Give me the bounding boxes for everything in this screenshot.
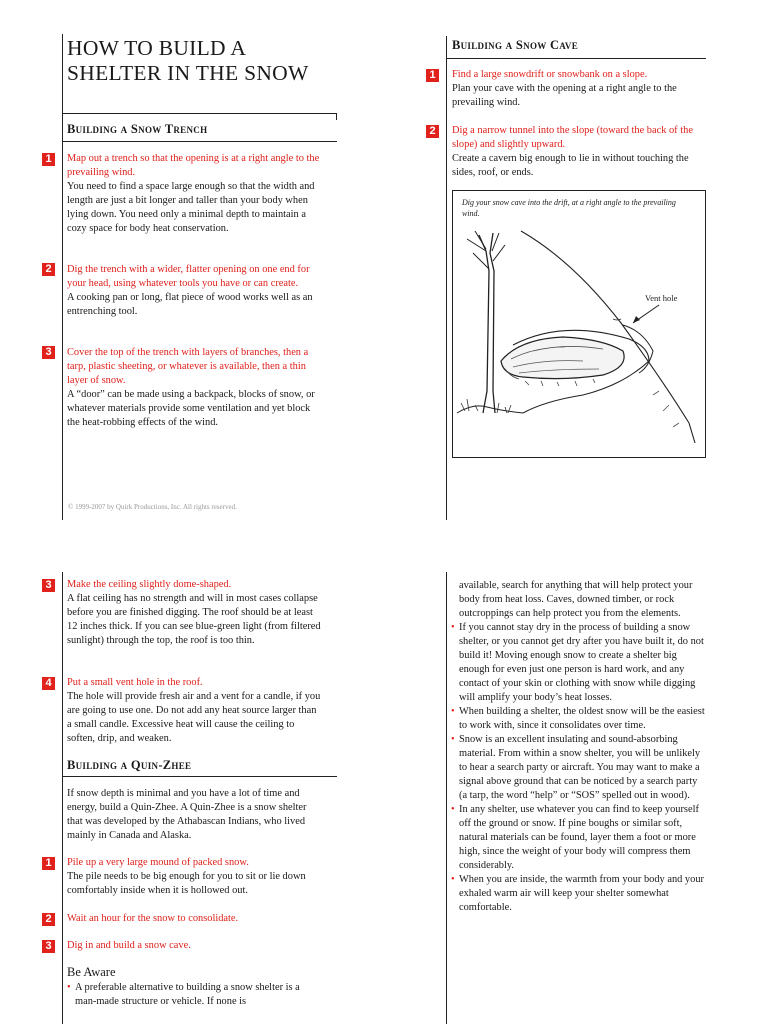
- step-number-badge: 3: [42, 579, 55, 592]
- be-aware-continuation: available, search for anything that will help protect your body from heat loss. Caves, downed timber, or rock outcroppings can help protect you from the elements.: [459, 580, 693, 619]
- quinzhee-heading-rule: [62, 776, 337, 777]
- snow-cave-illustration: [453, 191, 705, 457]
- be-aware-bullet: • When you are inside, the warmth from your body and your exhaled warm air will keep your shelter somewhat comfortable.: [451, 873, 707, 915]
- title-rule: [62, 113, 337, 114]
- step-lead: Wait an hour for the snow to consolidate.: [67, 913, 239, 924]
- copyright-notice: © 1999-2007 by Quirk Productions, Inc. All rights reserved.: [68, 503, 237, 511]
- title-side-rule: [336, 113, 337, 120]
- step-number-badge: 3: [42, 346, 55, 359]
- illustration-caption: Dig your snow cave into the drift, at a right angle to the prevailing wind.: [462, 198, 676, 218]
- step-body: Plan your cave with the opening at a right angle to the prevailing wind.: [452, 83, 677, 108]
- step-body: A “door” can be made using a backpack, blocks of snow, or whatever materials provide some ventilation and yet block the heat-robbing effects of the wind.: [67, 389, 315, 428]
- step-lead: Dig the trench with a wider, flatter opening on one end for your head, using whatever tools you have or can create.: [67, 264, 310, 289]
- step-body: The hole will provide fresh air and a vent for a candle, if you are going to use one. Do not add any heat source larger than a small candle. Excessive heat will cause the ceiling to soften, drip, and weaken.: [67, 691, 321, 744]
- step-number-badge: 2: [42, 913, 55, 926]
- step-lead: Dig in and build a snow cave.: [67, 940, 191, 951]
- step-lead: Find a large snowdrift or snowbank on a slope.: [452, 69, 648, 80]
- step-lead: Pile up a very large mound of packed snow.: [67, 857, 249, 868]
- be-aware-bullet: • In any shelter, use whatever you can find to keep yourself off the ground or snow. If pine boughs or similar soft, natural materials can be found, layer them a foot or more high, since the weight of your body will compress them considerably.: [451, 803, 707, 873]
- be-aware-list-left: [67, 981, 322, 1009]
- step-lead: Dig a narrow tunnel into the slope (toward the back of the slope) and slightly upward.: [452, 125, 693, 150]
- step-number-badge: 1: [42, 153, 55, 166]
- center-column-rule: [446, 36, 447, 520]
- snow-trench-heading: Building a Snow Trench: [67, 122, 208, 136]
- step-number-badge: 2: [42, 263, 55, 276]
- left-margin-rule: [62, 34, 63, 520]
- step-lead: Make the ceiling slightly dome-shaped.: [67, 579, 232, 590]
- center-column-rule-2: [446, 572, 447, 1024]
- step-number-badge: 3: [42, 940, 55, 953]
- step-body: A flat ceiling has no strength and will in most cases collapse before you are finished digging. The roof should be at least 12 inches thick. If you can see blue-green light (from filtered sunlight) through the top, the roof is too thin.: [67, 593, 321, 646]
- step-body: You need to find a space large enough so that the width and length are just a bit longer and taller than your body when lying down. You need only a minimal depth to maintain a cozy space for body heat conservation.: [67, 181, 315, 234]
- step-number-badge: 1: [426, 69, 439, 82]
- step-number-badge: 4: [42, 677, 55, 690]
- step-lead: Put a small vent hole in the roof.: [67, 677, 203, 688]
- vent-hole-label: Vent hole: [645, 293, 678, 303]
- trench-heading-rule: [62, 141, 337, 142]
- step-lead: Map out a trench so that the opening is at a right angle to the prevailing wind.: [67, 153, 320, 178]
- step-body: A cooking pan or long, flat piece of wood works well as an entrenching tool.: [67, 292, 313, 317]
- be-aware-bullet: • When building a shelter, the oldest snow will be the easiest to work with, since it consolidates over time.: [451, 705, 707, 733]
- cave-heading-rule: [446, 58, 706, 59]
- snow-cave-heading: Building a Snow Cave: [452, 38, 579, 52]
- step-number-badge: 2: [426, 125, 439, 138]
- step-body: Create a cavern big enough to lie in without touching the sides, roof, or ends.: [452, 153, 689, 178]
- be-aware-bullet: • Snow is an excellent insulating and sound-absorbing material. From within a snow shelter, you will be unlikely to hear a search party or aircraft. You may want to make a signal above ground that can be noticed by a search party (a tarp, the word “help” or “SOS” spelled out in wood).: [451, 733, 707, 803]
- page-title: HOW TO BUILD A SHELTER IN THE SNOW: [67, 36, 309, 85]
- step-lead: Cover the top of the trench with layers of branches, then a tarp, plastic sheeting, or whatever is available, then a thin layer of snow.: [67, 347, 309, 386]
- illustration-frame: [452, 190, 706, 458]
- left-margin-rule-2: [62, 572, 63, 1024]
- be-aware-bullet: • If you cannot stay dry in the process of building a snow shelter, or you cannot get dry after you have built it, do not build it! Moving enough snow to create a shelter big enough for even just one person is hard work, and any contact of your skin or clothing with snow while digging will amplify your body’s heat losses.: [451, 621, 707, 705]
- step-number-badge: 1: [42, 857, 55, 870]
- be-aware-heading: Be Aware: [67, 965, 116, 979]
- quinzhee-heading: Building a Quin-Zhee: [67, 758, 192, 772]
- be-aware-bullet: • A preferable alternative to building a snow shelter is a man-made structure or vehicle. If none is: [67, 981, 322, 1009]
- step-body: The pile needs to be big enough for you to sit or lie down comfortably inside when it is hollowed out.: [67, 871, 306, 896]
- quinzhee-intro: If snow depth is minimal and you have a lot of time and energy, build a Quin-Zhee. A Quin-Zhee is a snow shelter that was developed by the Athabascan Indians, who lived mainly in Canada and Alaska.: [67, 788, 307, 841]
- be-aware-right-column: [451, 579, 707, 915]
